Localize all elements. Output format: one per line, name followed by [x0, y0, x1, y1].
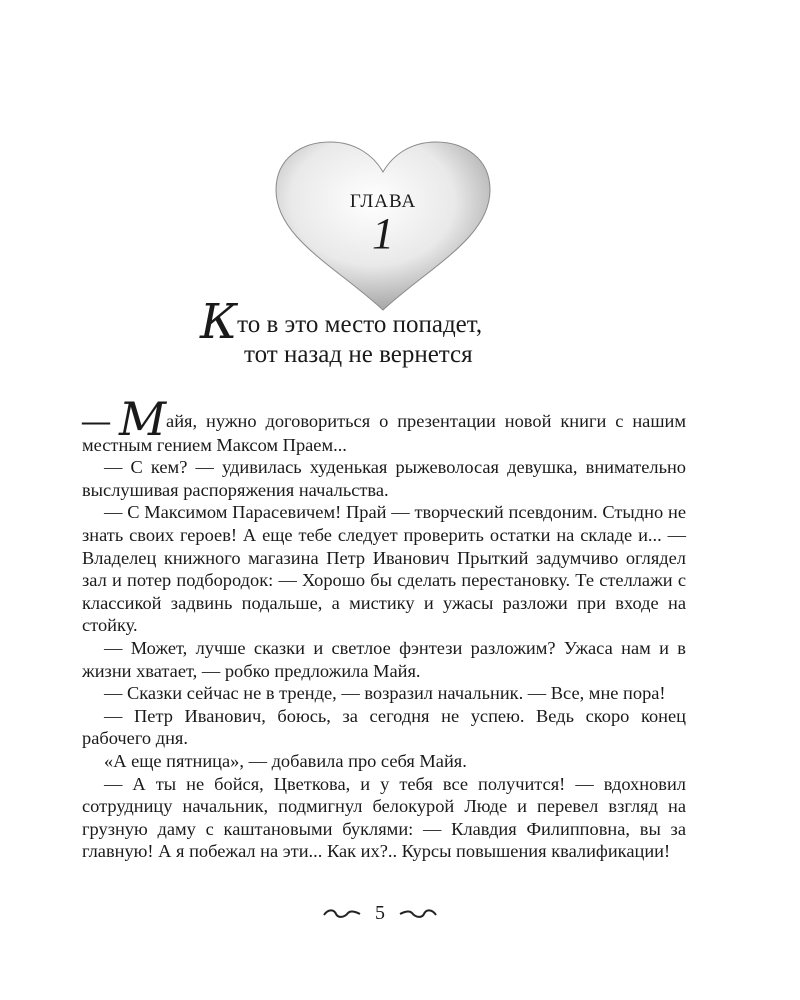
- title-line-1-text: то в это место попадет,: [237, 311, 483, 338]
- paragraph-5: — Сказки сейчас не в тренде, — возразил начальник. — Все, мне пора!: [104, 683, 666, 704]
- paragraph-7: «А еще пятница», — добавила про себя Майя.: [104, 750, 467, 771]
- paragraph-6: — Петр Иванович, боюсь, за сегодня не успею. Ведь скоро конец рабочего дня.: [82, 705, 686, 749]
- paragraph-1: — Майя, нужно договориться о презентации новой книги с нашим местным гением Максом Праем...: [82, 392, 686, 455]
- paragraph-2: — С кем? — удивилась худенькая рыжеволосая девушка, внимательно выслушивая распоряжения начальства.: [82, 457, 686, 500]
- swirl-left-icon: [322, 907, 362, 921]
- chapter-number: 1: [372, 209, 394, 258]
- paragraph-8: — А ты не бойся, Цветкова, и у тебя все получится! — вдохновил сотрудницу начальник, подмигнул белокурой Люде и перевел взгляд на грузную даму с каштановыми буклями: — Клавдия Филипповна, вы за главную! А я побежал на эти... Как их?.. Курсы повышения квалификации!: [82, 773, 686, 862]
- swirl-right-icon: [398, 907, 438, 921]
- page-number: 5: [375, 902, 385, 924]
- drop-cap: М: [118, 392, 167, 446]
- page-folio: [0, 902, 760, 925]
- title-line-1: [200, 294, 600, 350]
- title-line-2: тот назад не вернется: [244, 341, 473, 368]
- opening-dash: —: [82, 406, 110, 437]
- chapter-title: [200, 294, 600, 369]
- paragraph-4: — Может, лучше сказки и светлое фэнтези разложим? Ужаса нам и в жизни хватает, — робко предложила Майя.: [82, 637, 686, 681]
- body-text: [82, 392, 686, 863]
- chapter-label: ГЛАВА: [349, 191, 417, 212]
- paragraph-3: — С Максимом Парасевичем! Прай — творческий псевдоним. Стыдно не знать своих героев! А еще тебе следует проверить остатки на складе и... — Владелец книжного магазина Петр Иванович Прыткий задумчиво оглядел зал и потер подбородок: — Хорошо бы сделать перестановку. Те стеллажи с классикой задвинь подальше, а мистику и ужасы разложи при входе на стойку.: [82, 502, 686, 636]
- chapter-heart: [268, 138, 498, 318]
- title-initial: К: [200, 294, 238, 350]
